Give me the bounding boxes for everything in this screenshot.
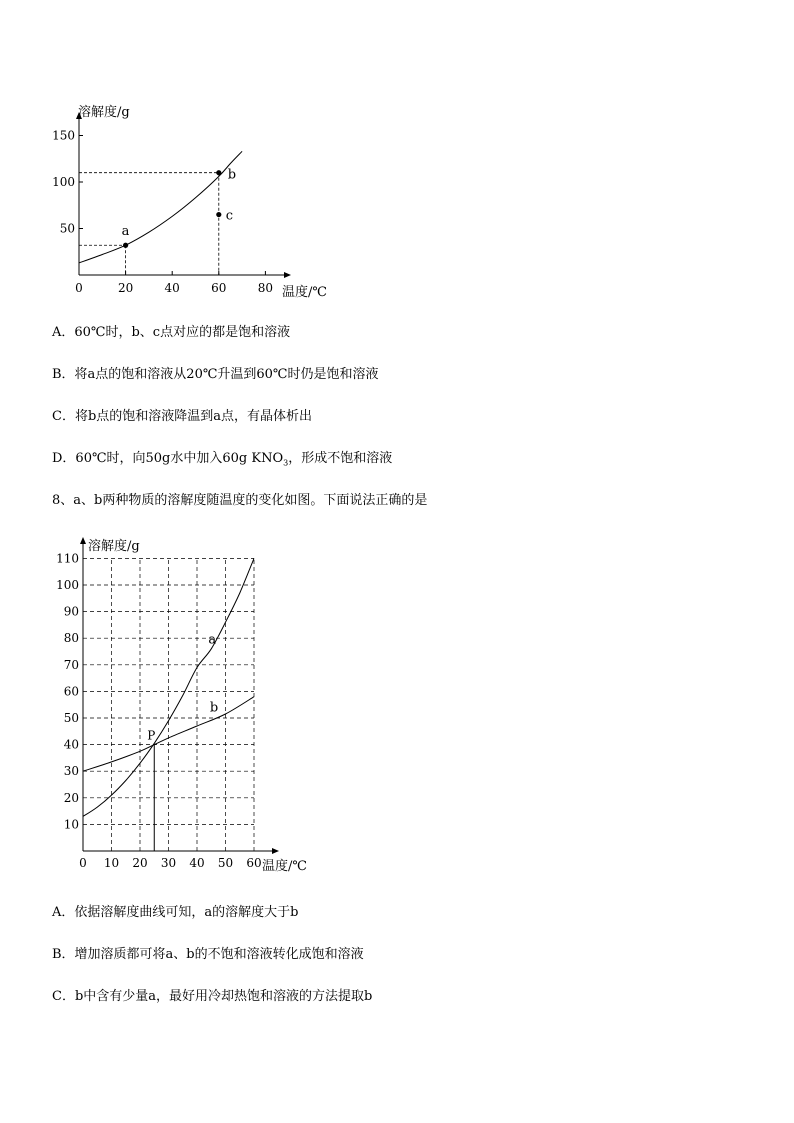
chart2-x-tick-label: 30 — [160, 856, 177, 870]
chart2-intersection-label: P — [147, 728, 156, 743]
chart2-x-tick-label: 20 — [132, 856, 148, 870]
chart1-point-c — [216, 212, 221, 217]
chart1-point-b — [216, 170, 221, 175]
chart1-y-tick-label: 50 — [59, 221, 75, 236]
q7-option-d-text: D．60℃时，向50g水中加入60g KNO — [52, 451, 284, 466]
chart2-x-tick-label: 0 — [79, 856, 87, 870]
chart2-y-tick-label: 60 — [63, 684, 79, 699]
q7-option-d — [52, 450, 392, 473]
solubility-chart-1 — [0, 0, 794, 310]
chart1-curve — [79, 151, 242, 263]
chart1-x-tick-label: 20 — [117, 281, 134, 295]
chart2-x-tick-label: 10 — [103, 856, 120, 870]
chart2-y-label: 溶解度/g — [88, 539, 140, 554]
chart1-y-label: 溶解度/g — [78, 105, 130, 120]
chart1-point-label: a — [121, 224, 130, 240]
q8-option-b: B．增加溶质都可将a、b的不饱和溶液转化成饱和溶液 — [52, 947, 364, 962]
chart2-y-tick-label: 50 — [63, 711, 79, 725]
chart1-point-a — [123, 243, 128, 248]
chart2-x-tick-label: 40 — [189, 856, 205, 870]
q8-option-a: A．依据溶解度曲线可知，a的溶解度大于b — [52, 905, 299, 920]
chart1-point-label: b — [227, 167, 237, 183]
chart1-point-label: c — [225, 208, 234, 224]
chart2-series-label-b: b — [209, 700, 219, 716]
chart2-x-tick-label: 50 — [217, 856, 234, 870]
q7-option-d-tail: ，形成不饱和溶液 — [288, 451, 393, 466]
chart1-x-tick-label: 60 — [211, 281, 227, 295]
chart2-x-label: 温度/℃ — [262, 859, 307, 874]
chart2-y-tick-label: 80 — [63, 631, 79, 646]
chart2-series-label-a: a — [208, 632, 217, 648]
q7-option-a: A．60℃时，b、c点对应的都是饱和溶液 — [52, 325, 291, 340]
chart2-y-tick-label: 110 — [56, 551, 79, 566]
chart2-y-tick-label: 40 — [63, 737, 79, 752]
chart1-x-tick-label: 40 — [164, 281, 180, 295]
chart2-y-tick-label: 90 — [63, 604, 79, 619]
chart1-x-label: 温度/℃ — [282, 285, 327, 300]
q7-option-b: B．将a点的饱和溶液从20℃升温到60℃时仍是饱和溶液 — [52, 367, 379, 382]
chart1-x-tick-label: 0 — [75, 281, 83, 295]
q8-option-c: C．b中含有少量a，最好用冷却热饱和溶液的方法提取b — [52, 989, 373, 1004]
chart2-y-tick-label: 20 — [63, 790, 79, 805]
chart2-y-tick-label: 30 — [63, 764, 79, 779]
q7-option-d-subscript: 3 — [283, 458, 289, 468]
chart1-x-tick-label: 80 — [257, 281, 274, 295]
chart2-y-tick-label: 100 — [56, 578, 79, 592]
chart2-x-tick-label: 60 — [246, 856, 262, 870]
chart2-y-tick-label: 70 — [63, 657, 79, 672]
chart1-y-tick-label: 150 — [52, 128, 75, 143]
solubility-chart-2 — [0, 520, 794, 880]
q8-stem: 8、a、b两种物质的溶解度随温度的变化如图。下面说法正确的是 — [52, 493, 428, 508]
chart2-y-tick-label: 10 — [63, 817, 79, 832]
chart1-y-tick-label: 100 — [52, 175, 75, 189]
q7-option-c: C．将b点的饱和溶液降温到a点，有晶体析出 — [52, 409, 313, 424]
